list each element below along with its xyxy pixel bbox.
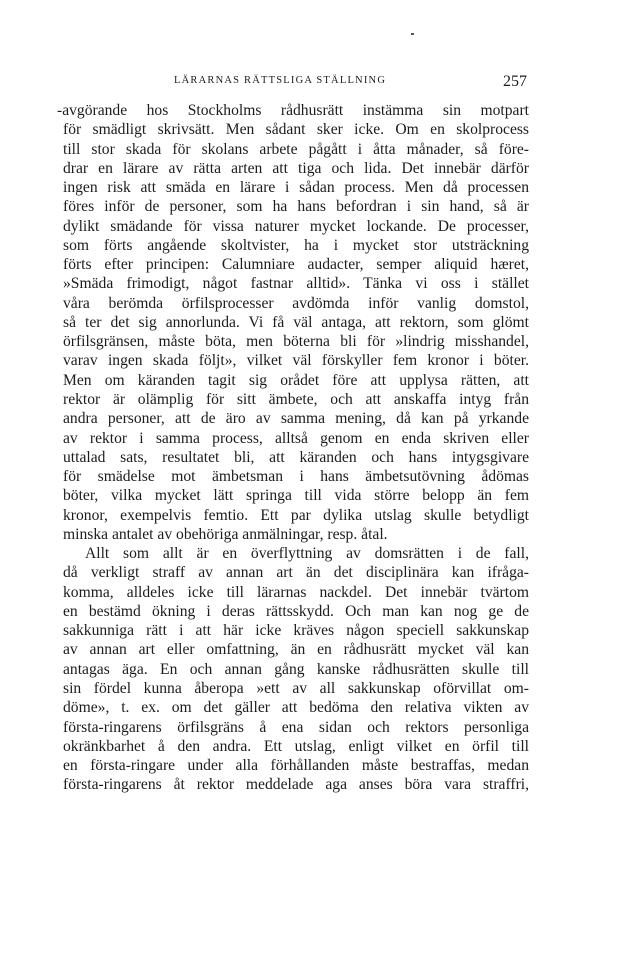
text-line: komma, alldeles icke till lärarnas nackdel. Det innebär tvärtom: [63, 583, 529, 601]
text-line: -avgörande hos Stockholms rådhusrätt instämma sin motpart: [57, 102, 529, 119]
text-line: så ter det sig annorlunda. Vi få väl antaga, att rektorn, som glömt: [63, 313, 529, 331]
text-line: Men om käranden tagit sig orådet före att upplysa rätten, att: [63, 371, 529, 389]
text-line: »Smäda frimodigt, något fastnar alltid». Tänka vi oss i stället: [63, 275, 529, 293]
text-line: drar en lärare av rätta arten att tiga och lida. Det innebär därför: [63, 159, 529, 177]
text-line: för smädelse mot ämbetsman i hans ämbetsutövning ådömas: [63, 468, 529, 486]
text-line: en bestämd ökning i deras rättsskydd. Och man kan nog ge de: [63, 602, 529, 620]
text-line: böter, vilka mycket lätt springa till vida större belopp än fem: [63, 487, 529, 505]
text-line: ingen risk att smäda en lärare i sådan process. Men då processen: [63, 179, 529, 197]
text-line: första-ringarens örfilsgräns å ena sidan och rektors personliga: [63, 718, 529, 736]
page-number: 257: [503, 73, 527, 90]
text-line: sin fördel kunna åberopa »ett av all sakkunskap oförvillat om-: [63, 679, 529, 697]
text-line: kronor, exempelvis femtio. Ett par dylika utslag skulle betydligt: [63, 506, 529, 524]
text-line: dylikt smädande för vissa naturer mycket lockande. De processer,: [63, 217, 529, 235]
text-line: uttalad sats, resultatet bli, att käranden och hans intygsgivare: [63, 448, 529, 466]
text-line: våra berömda örfilsprocesser avdömda inför vanlig domstol,: [63, 294, 529, 312]
text-line: av annan art eller omfattning, än en rådhusrätt mycket väl kan: [63, 641, 529, 659]
text-line: av rektor i samma process, alltså genom en enda skriven eller: [63, 429, 529, 447]
text-line: Allt som allt är en överflyttning av domsrätten i de fall,: [85, 545, 529, 563]
text-line: sakkunniga rätt i att här icke kräves någon speciell sakkunskap: [63, 622, 529, 640]
text-line: döme», t. ex. om det gäller att bedöma den relativa vikten av: [63, 699, 529, 717]
body-text: [57, 101, 529, 795]
text-line: örfilsgränsen, måste böta, men böterna bli för »lindrig misshandel,: [63, 333, 529, 351]
text-line: första-ringarens åt rektor meddelade aga anses böra vara straffri,: [63, 776, 529, 794]
running-head: [0, 73, 632, 93]
text-line: som förts angående skoltvister, ha i mycket stor utsträckning: [63, 236, 529, 254]
text-line: okränkbarhet å den andra. Ett utslag, enligt vilket en örfil till: [63, 737, 529, 755]
text-line: rektor är olämplig för sitt ämbete, och att anskaffa intyg från: [63, 390, 529, 408]
text-line: föres inför de personer, som ha hans befordran i sin hand, så är: [63, 198, 529, 216]
paper-speck: [411, 33, 414, 35]
text-line: då verkligt straff av annan art än det disciplinära kan ifråga-: [63, 564, 529, 582]
text-line: minska antalet av obehöriga anmälningar, resp. åtal.: [63, 525, 388, 543]
text-line: varav ingen skada följt», vilket väl förskyller fem kronor i böter.: [63, 352, 529, 370]
running-title: LÄRARNAS RÄTTSLIGA STÄLLNING: [174, 75, 387, 86]
text-line: till stor skada för skolans arbete pågått i åtta månader, så före-: [63, 140, 529, 158]
text-line: antagas äga. En och annan gång kanske rådhusrätten skulle till: [63, 660, 529, 678]
text-line: förts efter principen: Calumniare audacter, semper aliquid hæret,: [63, 256, 529, 274]
text-line: en första-ringare under alla förhållanden måste bestraffas, medan: [63, 757, 529, 775]
text-line: för smädligt skrivsätt. Men sådant sker icke. Om en skolprocess: [63, 121, 529, 139]
text-line: andra personer, att de äro av samma mening, då kan på yrkande: [63, 410, 529, 428]
